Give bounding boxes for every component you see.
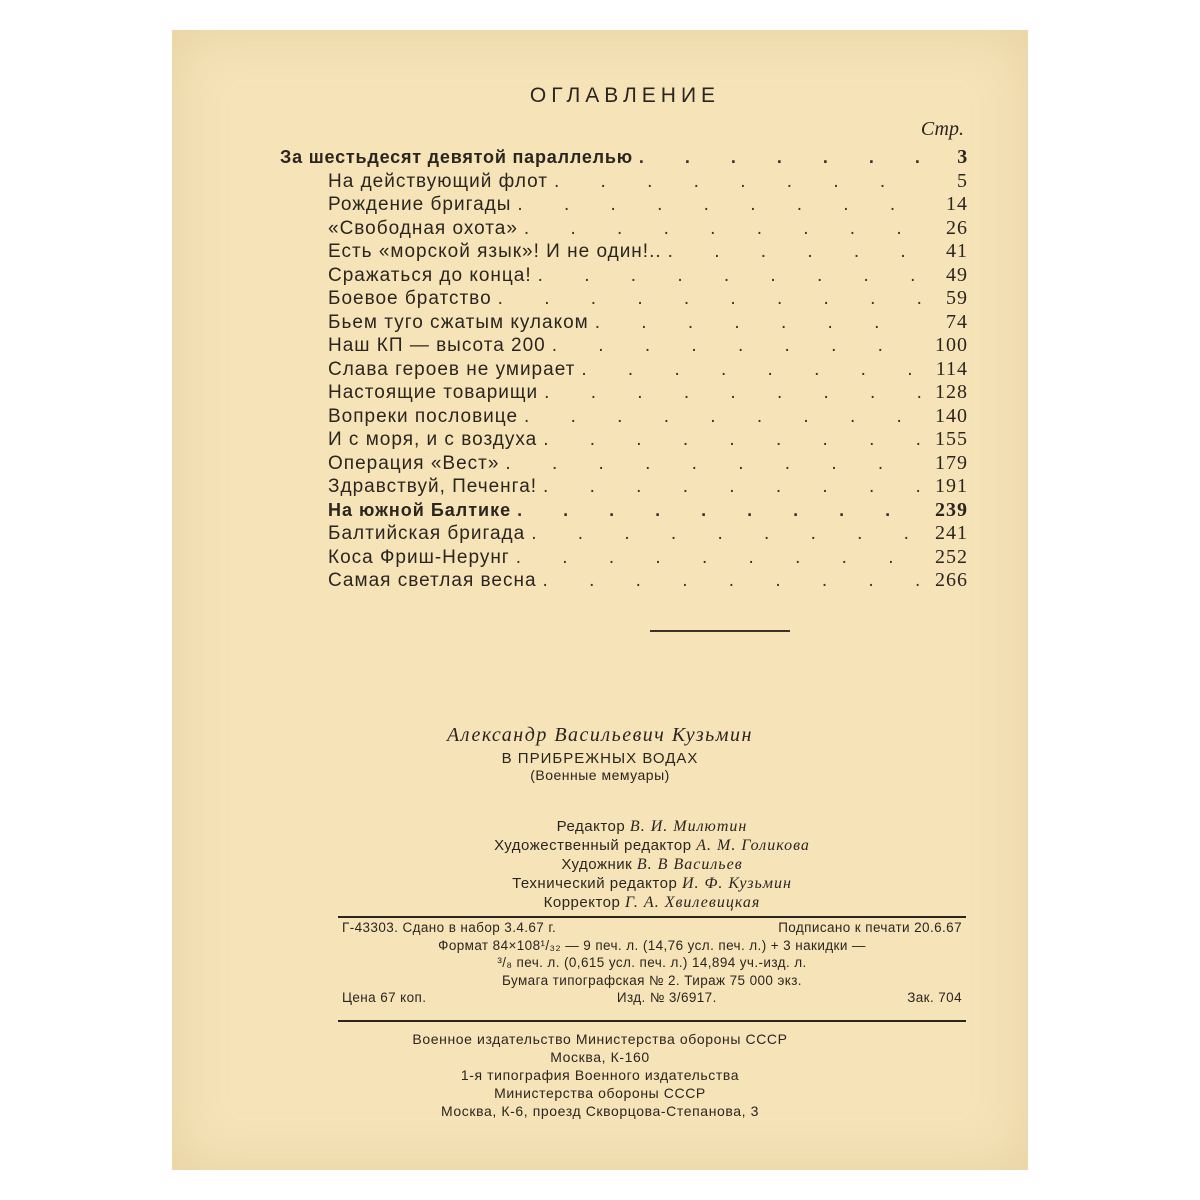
credit-role: Художник bbox=[561, 856, 633, 873]
toc-chapter-entry bbox=[328, 334, 968, 358]
toc-leader-dots bbox=[498, 288, 922, 310]
toc-leader-dots bbox=[517, 194, 922, 216]
toc-leader-dots bbox=[543, 429, 922, 451]
toc-chapter-entry bbox=[328, 311, 968, 335]
toc-chapter-entry bbox=[328, 217, 968, 241]
pub-edition-number: Изд. № 3/6917. bbox=[616, 990, 717, 1005]
toc-leader-dots bbox=[581, 359, 922, 381]
toc-leader-dots bbox=[544, 382, 922, 404]
printer-line: Москва, К-160 bbox=[550, 1049, 650, 1065]
toc-entry-title: Балтийская бригада bbox=[328, 523, 526, 544]
toc-entry-page: 3 bbox=[957, 146, 968, 168]
toc-leader-dots bbox=[639, 147, 922, 168]
credit-role: Технический редактор bbox=[512, 875, 678, 892]
toc-entry-title: За шестьдесят девятой параллелью bbox=[280, 147, 633, 167]
toc-chapter-entry bbox=[328, 240, 968, 264]
toc-entry-page: 26 bbox=[946, 216, 968, 239]
toc-entry-title: На действующий флот bbox=[328, 170, 548, 192]
credit-person: И. Ф. Кузьмин bbox=[681, 875, 792, 892]
toc-entry-title: Бьем туго сжатым кулаком bbox=[328, 311, 589, 333]
credit-person: Г. А. Хвилевицкая bbox=[625, 894, 761, 911]
toc-leader-dots bbox=[668, 241, 922, 263]
toc-page-column-header: Стр. bbox=[920, 118, 964, 140]
toc-title: ОГЛАВЛЕНИЕ bbox=[529, 84, 721, 107]
toc-entry-title: Настоящие товарищи bbox=[328, 382, 539, 403]
toc-leader-dots bbox=[552, 335, 922, 357]
toc-chapter-entry bbox=[328, 381, 968, 405]
credits-list bbox=[372, 818, 932, 913]
credit-line bbox=[372, 875, 932, 894]
toc-entry-page: 191 bbox=[935, 475, 968, 497]
toc-chapter-entry bbox=[328, 475, 968, 499]
toc-entry-title: Слава героев не умирает bbox=[328, 358, 576, 380]
toc-entry-page: 179 bbox=[935, 451, 968, 474]
toc-leader-dots bbox=[516, 547, 922, 569]
credit-person: В. В Васильев bbox=[636, 856, 743, 873]
toc-chapter-entry bbox=[328, 569, 968, 593]
toc-entry-title: Наш КП — высота 200 bbox=[328, 335, 546, 356]
toc-part-entry bbox=[280, 146, 968, 170]
toc-entry-page: 74 bbox=[946, 310, 968, 333]
toc-leader-dots bbox=[554, 171, 922, 193]
toc-chapter-entry bbox=[328, 452, 968, 476]
author-name: Александр Васильевич Кузьмин bbox=[447, 724, 753, 746]
pub-order-number: Зак. 704 bbox=[907, 990, 962, 1005]
toc-chapter-entry bbox=[328, 522, 968, 546]
imprint-rule-top bbox=[338, 916, 966, 918]
publication-details bbox=[342, 920, 962, 1008]
book-subtitle: (Военные мемуары) bbox=[530, 767, 670, 783]
pub-submitted: Г-43303. Сдано в набор 3.4.67 г. bbox=[342, 920, 557, 935]
toc-chapter-entry bbox=[328, 170, 968, 194]
credit-person: А. М. Голикова bbox=[696, 837, 810, 854]
toc-entry-page: 266 bbox=[935, 569, 968, 591]
toc-leader-dots bbox=[543, 476, 922, 498]
toc-chapter-entry bbox=[328, 405, 968, 429]
toc-entry-page: 100 bbox=[935, 334, 968, 356]
imprint-rule-bottom bbox=[338, 1020, 966, 1022]
toc-entry-page: 128 bbox=[935, 381, 968, 403]
toc-chapter-entry bbox=[328, 287, 968, 311]
toc-entry-title: Самая светлая весна bbox=[328, 570, 537, 591]
toc-entry-page: 5 bbox=[957, 169, 968, 192]
toc-entry-title: На южной Балтике bbox=[328, 499, 512, 520]
toc-entry-title: Сражаться до конца! bbox=[328, 264, 532, 286]
pub-signed: Подписано к печати 20.6.67 bbox=[778, 920, 962, 935]
printer-line: Министерства обороны СССР bbox=[494, 1085, 706, 1101]
credit-role: Художественный редактор bbox=[494, 837, 692, 854]
toc-entry-page: 59 bbox=[946, 287, 968, 309]
toc-chapter-entry bbox=[328, 358, 968, 382]
pub-format: Формат 84×108¹/₃₂ — 9 печ. л. (14,76 усл. печ. л.) + 3 накидки — bbox=[438, 937, 866, 953]
toc-entry-page: 114 bbox=[935, 357, 968, 380]
toc-entry-page: 14 bbox=[946, 193, 968, 215]
toc-list bbox=[280, 146, 968, 593]
toc-leader-dots bbox=[538, 265, 922, 287]
toc-chapter-entry bbox=[328, 264, 968, 288]
toc-entry-title: Есть «морской язык»! И не один!.. bbox=[328, 241, 662, 262]
pub-price: Цена 67 коп. bbox=[342, 990, 427, 1005]
toc-entry-title: Операция «Вест» bbox=[328, 452, 500, 474]
credit-role: Корректор bbox=[543, 894, 621, 911]
toc-entry-page: 41 bbox=[946, 240, 968, 262]
toc-entry-page: 241 bbox=[935, 522, 968, 544]
toc-entry-title: «Свободная охота» bbox=[328, 217, 518, 239]
toc-entry-page: 252 bbox=[935, 545, 968, 568]
toc-entry-title: Вопреки пословице bbox=[328, 405, 519, 427]
toc-entry-page: 49 bbox=[946, 263, 968, 286]
book-title: В ПРИБРЕЖНЫХ ВОДАХ bbox=[501, 750, 699, 767]
book-page bbox=[172, 30, 1028, 1170]
toc-leader-dots bbox=[517, 500, 922, 521]
toc-entry-page: 155 bbox=[935, 428, 968, 450]
toc-leader-dots bbox=[595, 312, 922, 334]
toc-entry-page: 239 bbox=[935, 498, 968, 521]
toc-leader-dots bbox=[524, 406, 922, 428]
section-divider bbox=[650, 630, 790, 632]
toc-chapter-entry bbox=[328, 546, 968, 570]
credit-line bbox=[372, 856, 932, 875]
toc-part-entry bbox=[328, 499, 968, 523]
printer-line: Москва, К-6, проезд Скворцова-Степанова, 3 bbox=[440, 1103, 760, 1119]
toc-entry-title: Рождение бригады bbox=[328, 194, 512, 215]
toc-entry-title: Коса Фриш-Нерунг bbox=[328, 546, 510, 568]
toc-chapter-entry bbox=[328, 193, 968, 217]
pub-sheets: ³/₈ печ. л. (0,615 усл. печ. л.) 14,894 уч.-изд. л. bbox=[497, 955, 807, 970]
toc-entry-title: Боевое братство bbox=[328, 288, 492, 309]
toc-entry-page: 140 bbox=[935, 404, 968, 427]
toc-leader-dots bbox=[524, 218, 922, 240]
toc-chapter-entry bbox=[328, 428, 968, 452]
printer-line: Военное издательство Министерства обороны СССР bbox=[412, 1031, 788, 1047]
toc-leader-dots bbox=[543, 570, 922, 592]
credit-line bbox=[372, 894, 932, 913]
pub-paper-print-run: Бумага типографская № 2. Тираж 75 000 экз. bbox=[502, 972, 802, 988]
credit-line bbox=[372, 837, 932, 856]
credit-role: Редактор bbox=[556, 818, 626, 835]
toc-leader-dots bbox=[531, 523, 922, 545]
toc-entry-title: Здравствуй, Печенга! bbox=[328, 476, 538, 497]
credit-person: В. И. Милютин bbox=[629, 818, 748, 835]
printer-line: 1-я типография Военного издательства bbox=[460, 1067, 740, 1083]
toc-entry-title: И с моря, и с воздуха bbox=[328, 429, 538, 450]
printer-info bbox=[172, 1031, 1028, 1121]
toc-leader-dots bbox=[505, 453, 922, 475]
credit-line bbox=[372, 818, 932, 837]
